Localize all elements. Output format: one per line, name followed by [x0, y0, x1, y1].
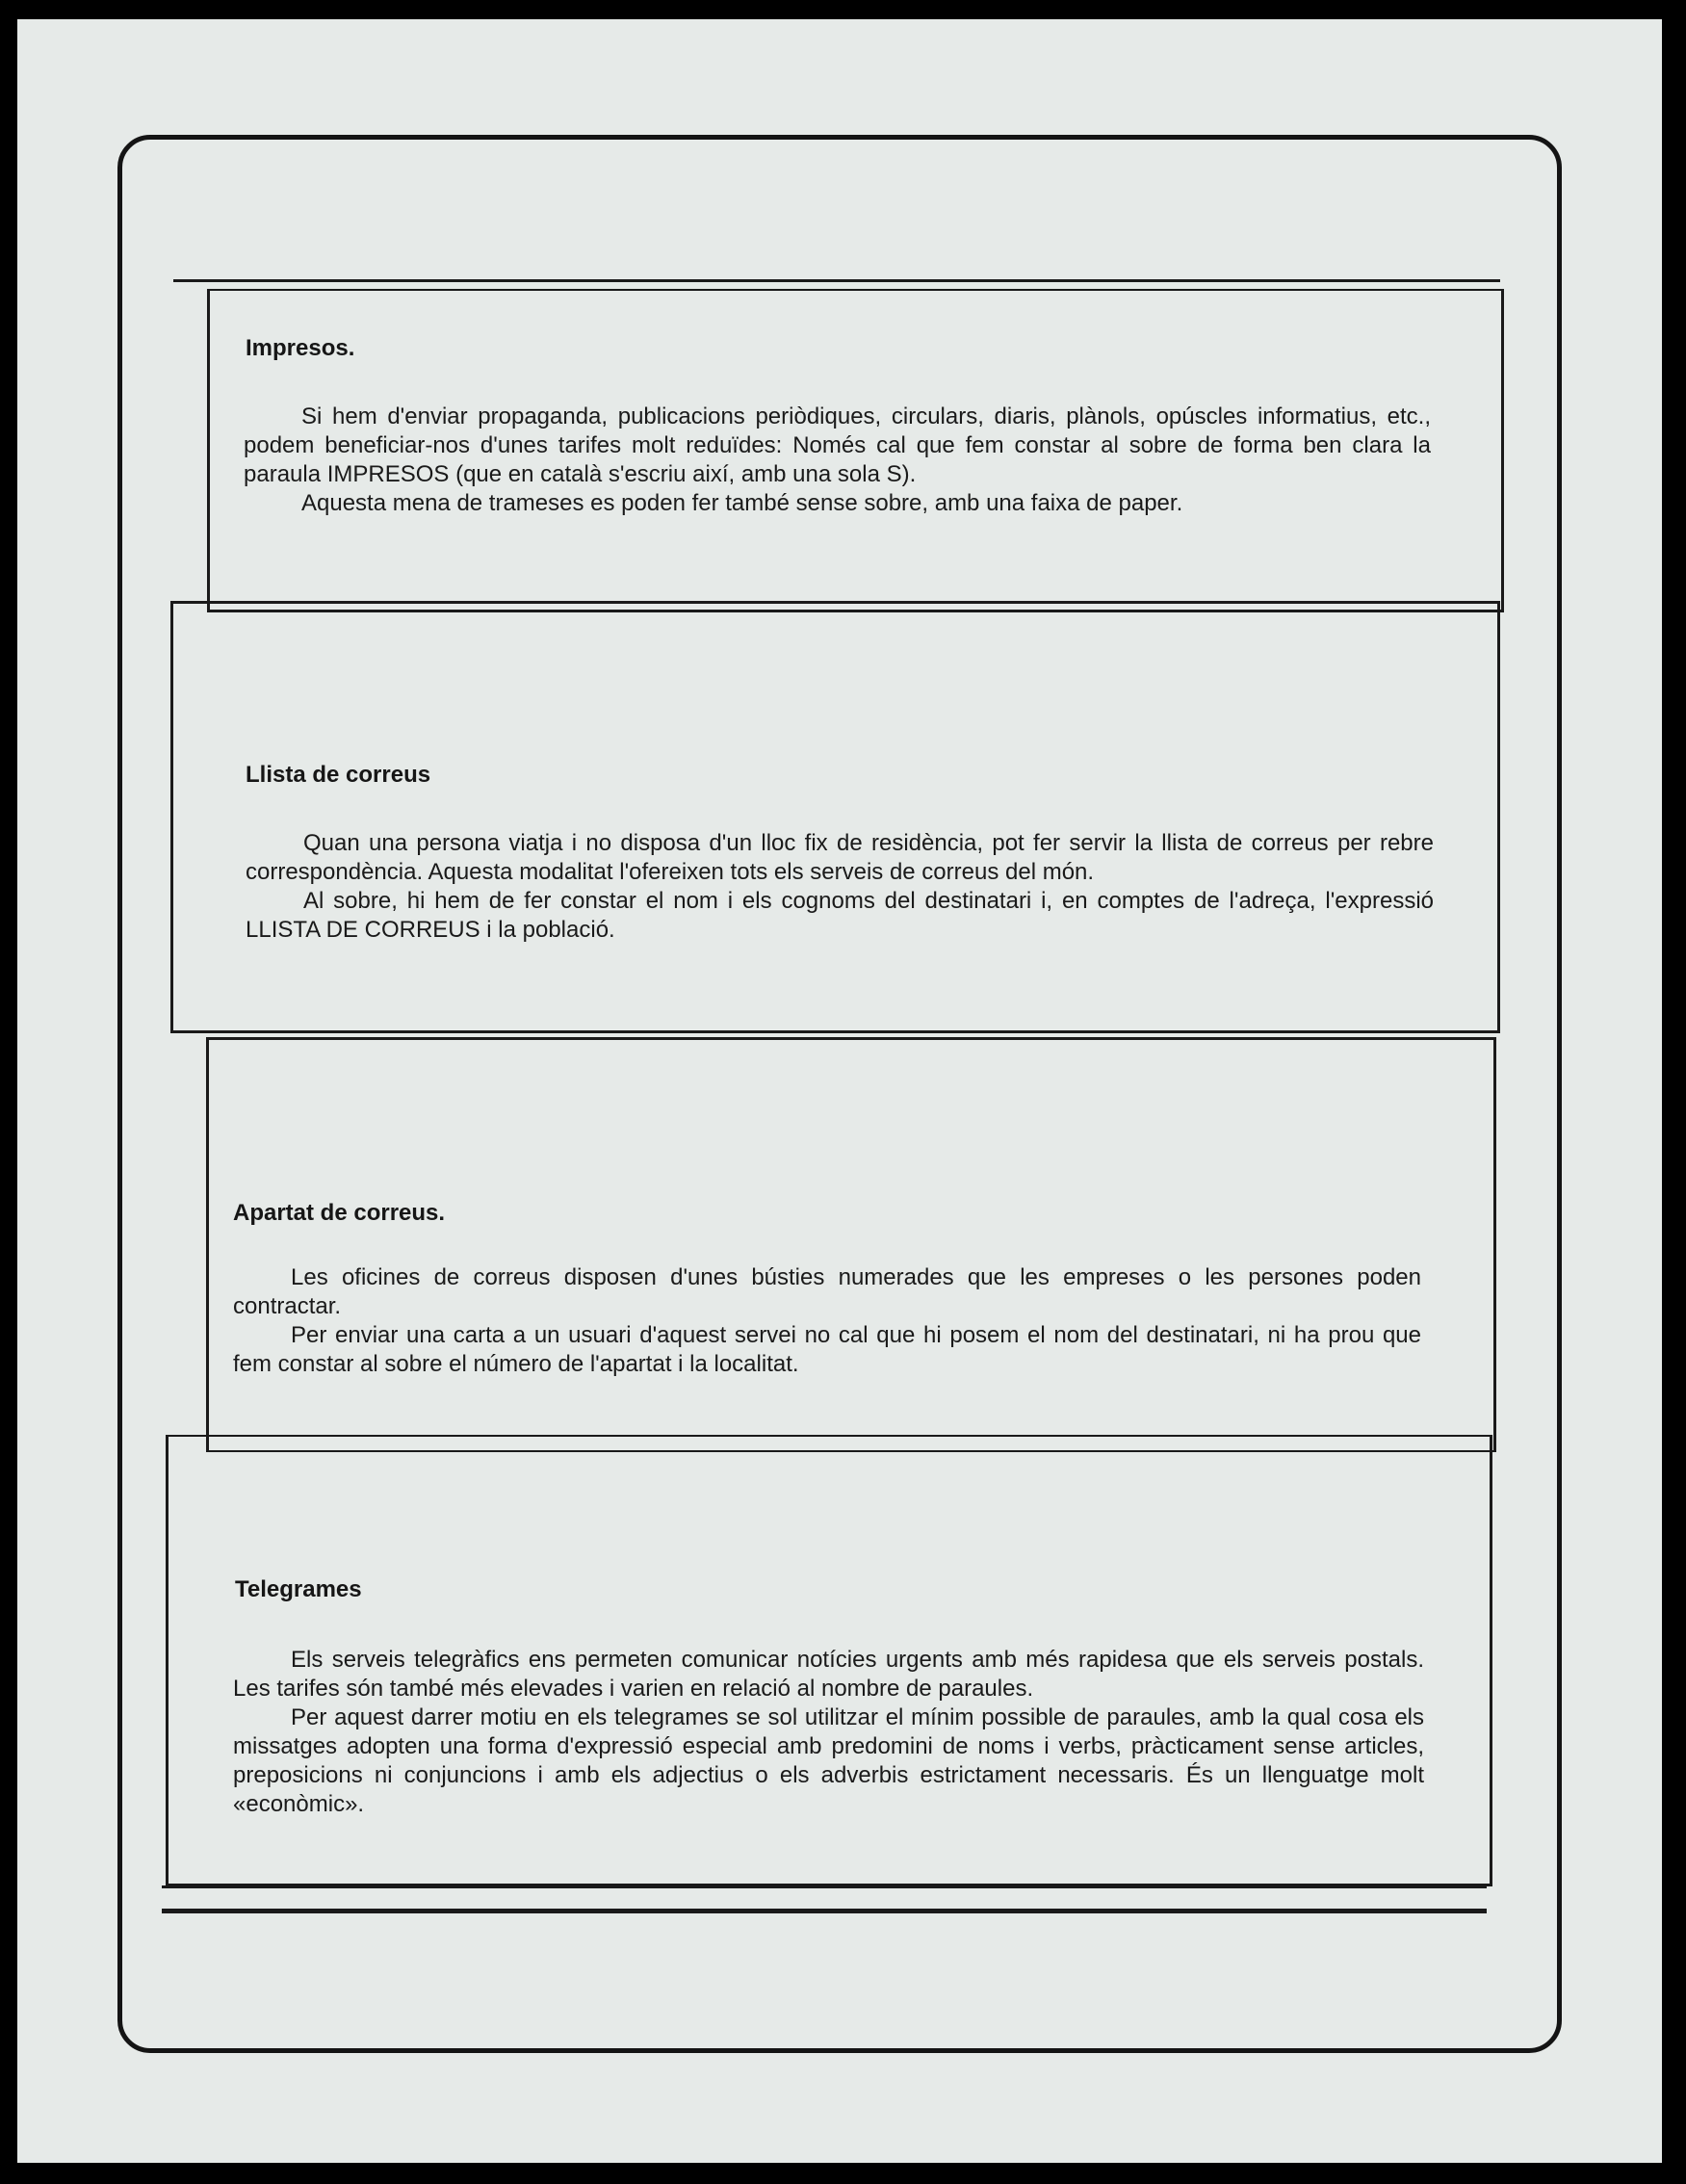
llista-de-correus-title: Llista de correus: [246, 762, 431, 788]
impresos-top-rule: [173, 279, 1500, 282]
bottom-rule: [162, 1885, 1487, 1888]
impresos-body: [244, 403, 1431, 518]
telegrames-paragraph-2: Per aquest darrer motiu en els telegrames se sol utilitzar el mínim possible de paraules, amb la qual cosa els missatges adopten una forma d'expressió especial amb predomini de noms i verbs, pràcticament sense articles, preposicions ni conjuncions i amb els adjectius o els adverbis estrictament necessaris. És un llenguatge molt «econòmic».: [233, 1704, 1424, 1817]
telegrames-body: [233, 1646, 1424, 1819]
llista-de-correus-paragraph-2: Al sobre, hi hem de fer constar el nom i els cognoms del destinatari i, en comptes de l'adreça, l'expressió LLISTA DE CORREUS i la població.: [246, 888, 1434, 943]
apartat-de-correus-box: [206, 1037, 1496, 1452]
llista-de-correus-body: [246, 829, 1434, 945]
llista-de-correus-box: [170, 601, 1500, 1033]
apartat-de-correus-title: Apartat de correus.: [233, 1200, 446, 1226]
apartat-de-correus-body: [233, 1263, 1421, 1379]
apartat-de-correus-paragraph-1: Les oficines de correus disposen d'unes bústies numerades que les empreses o les persones poden contractar.: [233, 1264, 1421, 1319]
bottom-rule-thick: [162, 1909, 1487, 1913]
llista-de-correus-paragraph-1: Quan una persona viatja i no disposa d'un lloc fix de residència, pot fer servir la llista de correus per rebre correspondència. Aquesta modalitat l'ofereixen tots els serveis de correus del món.: [246, 830, 1434, 885]
telegrames-title: Telegrames: [235, 1576, 362, 1602]
apartat-de-correus-paragraph-2: Per enviar una carta a un usuari d'aquest servei no cal que hi posem el nom del destinatari, ni ha prou que fem constar al sobre el número de l'apartat i la localitat.: [233, 1322, 1421, 1377]
telegrames-paragraph-1: Els serveis telegràfics ens permeten comunicar notícies urgents amb més rapidesa que els serveis postals. Les tarifes són també més elevades i varien en relació al nombre de paraules.: [233, 1647, 1424, 1702]
impresos-paragraph-2: Aquesta mena de trameses es poden fer també sense sobre, amb una faixa de paper.: [301, 490, 1183, 516]
impresos-title: Impresos.: [246, 335, 355, 361]
impresos-paragraph-1: Si hem d'enviar propaganda, publicacions periòdiques, circulars, diaris, plànols, opúscles informatius, etc., podem beneficiar-nos d'unes tarifes molt reduïdes: Només cal que fem constar al sobre de forma ben clara la paraula IMPRESOS (que en català s'escriu així, amb una sola S).: [244, 403, 1431, 487]
